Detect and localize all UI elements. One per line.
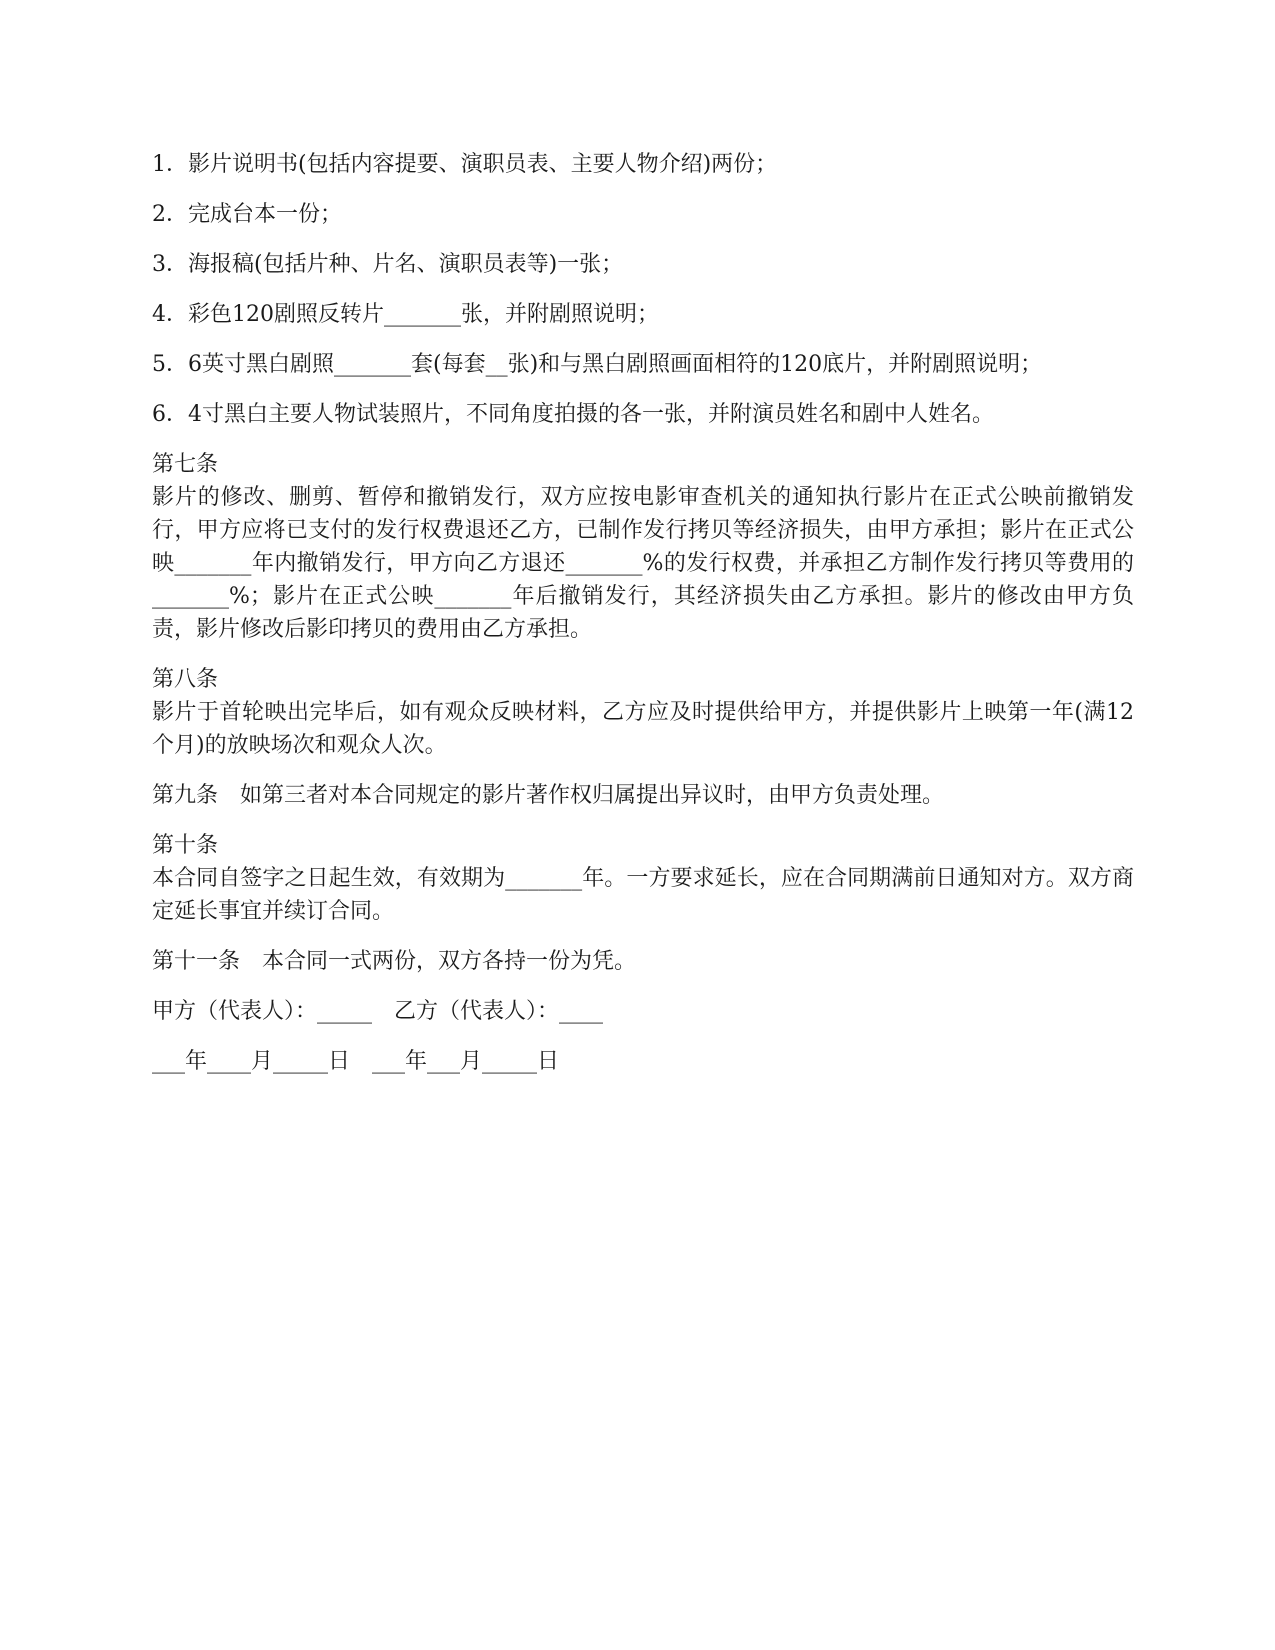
date-line: ___年____月_____日 ___年___月_____日 bbox=[152, 1049, 560, 1074]
article-7 bbox=[152, 448, 1134, 646]
list-item-5: 5．6英寸黑白剧照_______套(每套__张)和与黑白剧照画面相符的120底片，并附剧照说明； bbox=[152, 352, 1043, 377]
article-9: 第九条 如第三者对本合同规定的影片著作权归属提出异议时，由甲方负责处理。 bbox=[152, 783, 945, 808]
document-page bbox=[152, 148, 1134, 1095]
list-item-3: 3．海报稿(包括片种、片名、演职员表等)一张； bbox=[152, 252, 624, 277]
signature-line: 甲方（代表人）：_____ 乙方（代表人）：____ bbox=[152, 999, 604, 1024]
article-7-heading: 第七条 bbox=[152, 452, 219, 477]
article-11: 第十一条 本合同一式两份，双方各持一份为凭。 bbox=[152, 949, 637, 974]
list-item-1: 1．影片说明书(包括内容提要、演职员表、主要人物介绍)两份； bbox=[152, 152, 778, 177]
list-item-6: 6．4寸黑白主要人物试装照片，不同角度拍摄的各一张，并附演员姓名和剧中人姓名。 bbox=[152, 402, 994, 427]
list-item-2: 2．完成台本一份； bbox=[152, 202, 342, 227]
article-8-body: 影片于首轮映出完毕后，如有观众反映材料，乙方应及时提供给甲方，并提供影片上映第一年(满12个月)的放映场次和观众人次。 bbox=[152, 700, 1134, 758]
list-item-4: 4．彩色120剧照反转片_______张，并附剧照说明； bbox=[152, 302, 659, 327]
article-10 bbox=[152, 829, 1134, 928]
article-8 bbox=[152, 663, 1134, 762]
article-10-heading: 第十条 bbox=[152, 833, 219, 858]
article-10-body: 本合同自签字之日起生效，有效期为_______年。一方要求延长，应在合同期满前日通知对方。双方商定延长事宜并续订合同。 bbox=[152, 866, 1134, 924]
article-8-heading: 第八条 bbox=[152, 667, 219, 692]
article-7-body: 影片的修改、删剪、暂停和撤销发行，双方应按电影审查机关的通知执行影片在正式公映前撤销发行，甲方应将已支付的发行权费退还乙方，已制作发行拷贝等经济损失，由甲方承担；影片在正式公映_______年内撤销发行，甲方向乙方退还_______%的发行权费，并承担乙方制作发行拷贝等费用的_______%；影片在正式公映_______年后撤销发行，其经济损失由乙方承担。影片的修改由甲方负责，影片修改后影印拷贝的费用由乙方承担。 bbox=[152, 485, 1134, 642]
